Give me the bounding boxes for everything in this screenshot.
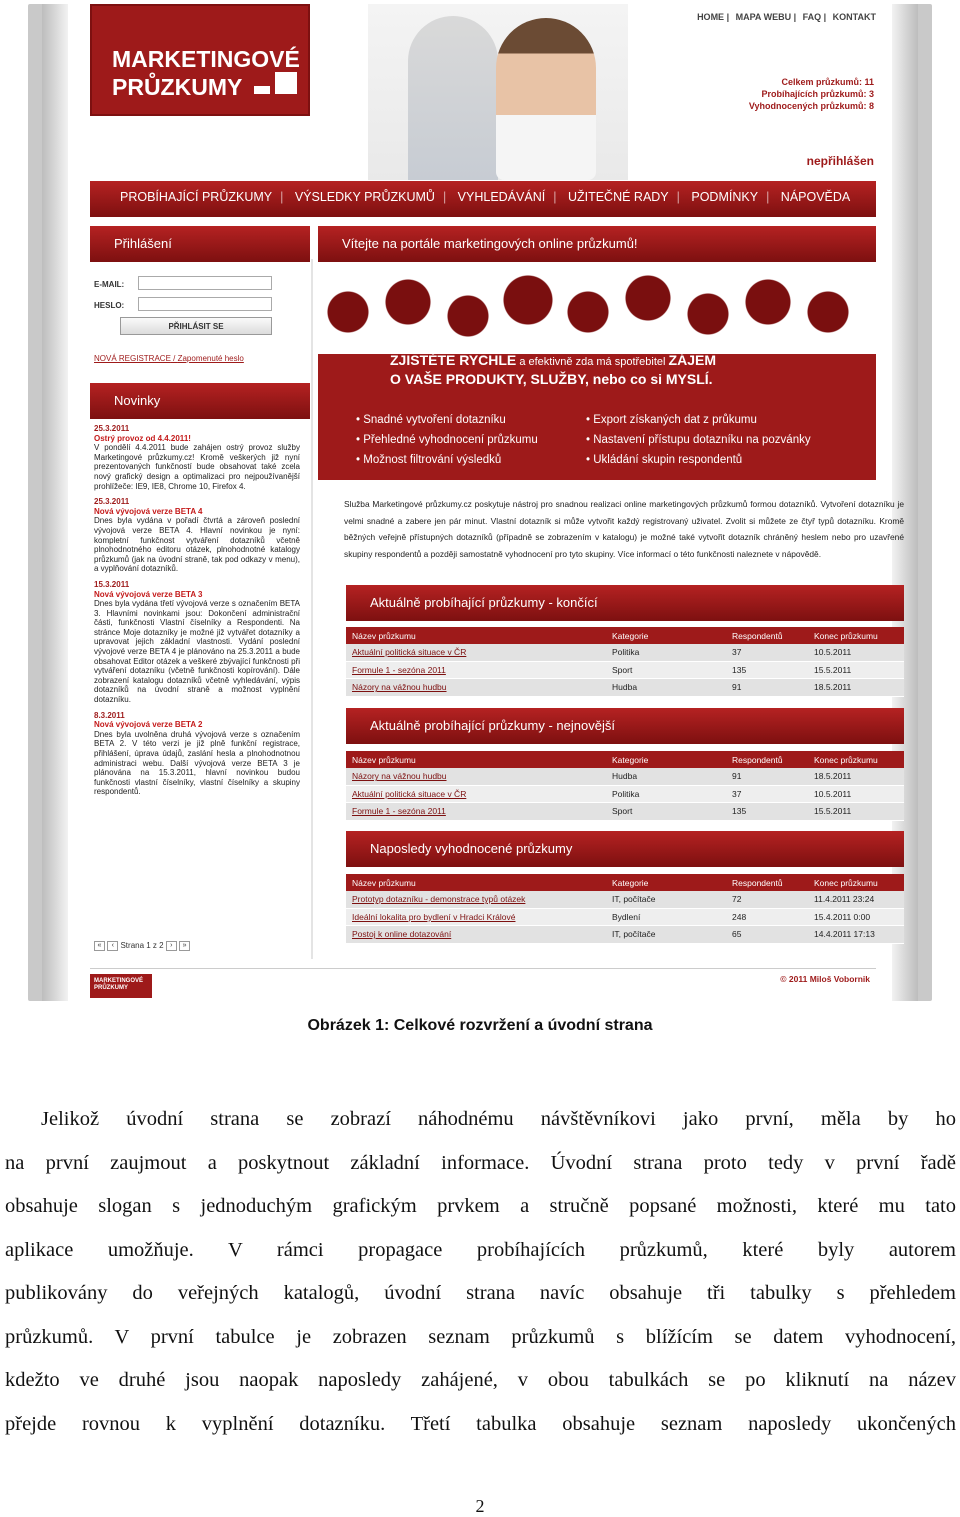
paragraph-line: přejde rovnou k vyplnění dotazníku. Třetí tabulka obsahuje seznam naposledy ukončených xyxy=(5,1412,956,1435)
table-row[interactable]: Prototyp dotazníku - demonstrace typů otázek IT, počítače 72 11.4.2011 23:24 xyxy=(346,891,904,909)
news-title: Nová vývojová verze BETA 3 xyxy=(94,589,203,599)
shadow-left xyxy=(42,4,68,1001)
paragraph-line: obsahuje slogan s jednoduchým grafickým prvkem a stručně popsané možnosti, které mu tato xyxy=(5,1195,956,1217)
nav-search[interactable]: VYHLEDÁVÁNÍ xyxy=(457,190,546,204)
figure-caption: Obrázek 1: Celkové rozvržení a úvodní strana xyxy=(307,1017,653,1034)
top-nav-home[interactable]: HOME xyxy=(697,12,725,22)
intro-text: Služba Marketingové průzkumy.cz poskytuje nástroj pro snadnou realizaci online marketingových průzkumů formou dotazníků. Vytvoření dotazníku je velmi snadné a zabere jen pár minut. Vlastní dotazník si může vytvořit každý registrovaný uživatel. Zvolit si můžete ze čtyř typů dotazníku. Kromě běžných veřejně přístupných dotazníků (případně se zobrazením v katalogu) je možné také vytvořit dotazník chráněný heslem nebo pro uzavřené skupiny respondentů a později samostatně vyhodnocení pro tyto skupiny. Více informací o této funkčnosti naleznete v nápovědě. xyxy=(344,499,904,559)
pager-label: Strana 1 z 2 xyxy=(120,941,164,951)
feature-item: • Možnost filtrování výsledků xyxy=(356,454,502,466)
paragraph-line: kdežto ve druhé jsou naopak naposledy zahájené, v obou tabulkách se po kliknutí na název xyxy=(5,1369,956,1391)
news-item xyxy=(94,580,300,705)
forgot-password-link[interactable]: Zapomenuté heslo xyxy=(177,354,244,363)
table-row[interactable]: Formule 1 - sezóna 2011 Sport 135 15.5.2011 xyxy=(346,662,904,680)
body-paragraph xyxy=(5,1098,956,1446)
paragraph-line: na první zaujmout a poskytnout základní informace. Úvodní strana proto tedy v první řadě xyxy=(5,1151,956,1174)
password-field[interactable] xyxy=(138,297,272,311)
table-header: Název průzkumu Kategorie Respondentů Konec průzkumu xyxy=(346,627,904,644)
newest-surveys-table xyxy=(346,751,904,821)
top-nav-sitemap[interactable]: MAPA WEBU xyxy=(735,12,792,22)
features-left xyxy=(356,410,538,470)
news-text: V pondělí 4.4.2011 bude zahájen ostrý provoz služby Marketingové průzkumy.cz! Kromě veškerých již nyní prezentovaných funkčností bude obsahovat také zcela nový grafický design a optimalizaci pro nejpoužívanější prohlížeče: IE9, IE8, Chrome 10, Firefox 4. xyxy=(94,443,300,491)
news-heading: Novinky xyxy=(90,383,310,419)
table-header: Název průzkumu Kategorie Respondentů Konec průzkumu xyxy=(346,874,904,891)
news-item xyxy=(94,497,300,574)
stat-total: Celkem průzkumů: 11 xyxy=(781,77,874,87)
main-nav: PROBÍHAJÍCÍ PRŮZKUMY | VÝSLEDKY PRŮZKUMŮ | VYHLEDÁVÁNÍ | UŽITEČNÉ RADY | PODMÍNKY | NÁPOVĚDA xyxy=(90,181,876,217)
slogan-banner xyxy=(318,272,876,480)
website-screenshot xyxy=(28,4,932,1001)
slogan-part3: ZÁJEM xyxy=(668,352,716,368)
news-item xyxy=(94,711,300,797)
logo-square-icon xyxy=(275,72,297,94)
welcome-heading: Vítejte na portále marketingových online průzkumů! xyxy=(318,226,876,262)
email-field[interactable] xyxy=(138,276,272,290)
table1-heading: Aktuálně probíhající průzkumy - končící xyxy=(346,585,904,621)
table3-heading: Naposledy vyhodnocené průzkumy xyxy=(346,831,904,867)
table-row[interactable]: Názory na vážnou hudbu Hudba 91 18.5.2011 xyxy=(346,768,904,786)
man-photo xyxy=(408,16,498,180)
feature-item: • Přehledné vyhodnocení průzkumu xyxy=(356,434,538,446)
survey-stats xyxy=(749,76,874,112)
page-number: 2 xyxy=(475,1496,485,1516)
slogan-part1: ZJISTĚTE RYCHLE xyxy=(390,352,517,368)
nav-results[interactable]: VÝSLEDKY PRŮZKUMŮ xyxy=(294,190,435,204)
news-text: Dnes byla uvolněna druhá vývojová verze s označením BETA 2. V této verzi je již plně funkční registrace, přihlášení, úprava údajů, zaslání hesla a plnohodnotnou administraci webu. Další vývojová verze BETA 3 je plánována na 15.3.2011, hlavní novinkou budou funkčnosti vlastní číselníky, vlastní číselníky a skupiny respondentů. xyxy=(94,729,300,797)
logo-bar-icon xyxy=(254,86,270,94)
login-button[interactable]: PŘIHLÁSIT SE xyxy=(120,317,272,335)
news-text: Dnes byla vydána třetí vývojová verze s označením BETA 3. Hlavními novinkami jsou: Dokončení administrační části, funkčnosti Vlastní číselníky a Respondenti. Na stránce Moje dotazníky je možné již vytvářet dotazníky a upravovat jejich základní vlastnosti. Vydání poslední vývojové verze BETA 4 je plánováno na 25.3.2011 a bude obsahovat Editor otázek a veškeré zbývající funkčnosti při vytváření dotazníku (včetně funkčnosti kopírování). Dále zobrazení katalogu dotazníků včetně vyhledávání, výpis dotazníků na úvodní straně a možnost vyplnění dotazníku. xyxy=(94,599,300,705)
crowd-silhouette xyxy=(318,272,876,354)
register-links: NOVÁ REGISTRACE / Zapomenuté heslo xyxy=(94,354,244,363)
prev-page-icon[interactable]: ‹ xyxy=(107,941,118,951)
news-title: Nová vývojová verze BETA 2 xyxy=(94,720,203,730)
table-row[interactable]: Aktuální politická situace v ČR Politika 37 10.5.2011 xyxy=(346,644,904,662)
stat-running: Probíhajících průzkumů: 3 xyxy=(761,89,874,99)
slogan-line2: O VAŠE PRODUKTY, SLUŽBY, nebo co si MYSLÍ. xyxy=(390,371,713,387)
password-label: HESLO: xyxy=(94,301,125,310)
footer-logo[interactable]: MARKETINGOVÉ PRŮZKUMY xyxy=(90,974,152,998)
website-page xyxy=(68,4,904,1001)
paragraph-line: Jelikož úvodní strana se zobrazí náhodnému návštěvníkovi jako první, měla by ho xyxy=(41,1108,956,1130)
woman-photo xyxy=(496,18,596,180)
news-item xyxy=(94,424,300,491)
user-status: nepřihlášen xyxy=(806,154,874,168)
features-right xyxy=(586,410,811,470)
top-nav-faq[interactable]: FAQ xyxy=(802,12,822,22)
paragraph-line: průzkumů. V první tabulce je zobrazen seznam průzkumů s blížícím se datem vyhodnocení, xyxy=(5,1325,956,1348)
nav-running[interactable]: PROBÍHAJÍCÍ PRŮZKUMY xyxy=(120,190,273,204)
site-logo[interactable] xyxy=(90,4,310,116)
next-page-icon[interactable]: › xyxy=(166,941,177,951)
feature-item: • Snadné vytvoření dotazníku xyxy=(356,414,506,426)
table-row[interactable]: Aktuální politická situace v ČR Politika 37 10.5.2011 xyxy=(346,786,904,804)
last-page-icon[interactable]: » xyxy=(179,941,190,951)
nav-help[interactable]: NÁPOVĚDA xyxy=(780,190,851,204)
register-link[interactable]: NOVÁ REGISTRACE xyxy=(94,354,171,363)
ending-surveys-table xyxy=(346,627,904,697)
logo-line1: MARKETINGOVÉ xyxy=(112,46,300,72)
paragraph-line: aplikace umožňuje. V rámci propagace probíhajících průzkumů, které byly autorem xyxy=(5,1238,956,1261)
news-pager xyxy=(94,941,190,951)
table-header: Název průzkumu Kategorie Respondentů Konec průzkumu xyxy=(346,751,904,768)
email-label: E-MAIL: xyxy=(94,280,125,289)
top-nav-contact[interactable]: KONTAKT xyxy=(832,12,876,22)
table-row[interactable]: Názory na vážnou hudbu Hudba 91 18.5.2011 xyxy=(346,679,904,697)
news-list xyxy=(94,424,300,797)
top-nav: HOME | MAPA WEBU | FAQ | KONTAKT xyxy=(697,12,876,22)
news-title: Ostrý provoz od 4.4.2011! xyxy=(94,433,191,443)
news-date: 8.3.2011 xyxy=(94,710,125,720)
news-title: Nová vývojová verze BETA 4 xyxy=(94,506,203,516)
nav-tips[interactable]: UŽITEČNÉ RADY xyxy=(567,190,669,204)
stat-evaluated: Vyhodnocených průzkumů: 8 xyxy=(748,101,874,111)
news-date: 25.3.2011 xyxy=(94,497,130,507)
first-page-icon[interactable]: « xyxy=(94,941,105,951)
copyright: © 2011 Miloš Vobornik xyxy=(780,974,870,984)
table-row[interactable]: Ideální lokalita pro bydlení v Hradci Králové Bydlení 248 15.4.2011 0:00 xyxy=(346,909,904,927)
paragraph-line: publikovány do veřejných katalogů, úvodní strana navíc obsahuje tři tabulky s přehledem xyxy=(5,1282,956,1304)
news-date: 25.3.2011 xyxy=(94,424,130,433)
slogan-part2: a efektivně zda má spotřebitel xyxy=(516,356,669,368)
table-row[interactable]: Formule 1 - sezóna 2011 Sport 135 15.5.2011 xyxy=(346,803,904,821)
news-date: 15.3.2011 xyxy=(94,579,130,589)
feature-item: • Export získaných dat z průkumu xyxy=(586,414,757,426)
column-divider xyxy=(311,259,313,959)
table-row[interactable]: Postoj k online dotazování IT, počítače 65 14.4.2011 17:13 xyxy=(346,926,904,944)
evaluated-surveys-table xyxy=(346,874,904,944)
slogan-text xyxy=(390,352,716,388)
news-text: Dnes byla vydána v pořadí čtvrtá a zároveň poslední vývojová verze BETA 4. Hlavní novinkou je nyní: kompletní funkčnost vytváření dotazníků včetně plnohodnotného editoru otázek, plnohodnotné katalogy průzkumů (jak na úvodní straně, tak pod odkazy v menu), a vyplňování dotazníků. xyxy=(94,516,300,574)
logo-line2: PRŮZKUMY xyxy=(112,74,243,100)
table2-heading: Aktuálně probíhající průzkumy - nejnovější xyxy=(346,708,904,744)
hero-photo xyxy=(368,4,628,180)
footer-divider xyxy=(90,968,876,969)
feature-item: • Ukládání skupin respondentů xyxy=(586,454,743,466)
feature-item: • Nastavení přístupu dotazníku na pozvánky xyxy=(586,434,811,446)
login-heading: Přihlášení xyxy=(90,226,310,262)
nav-terms[interactable]: PODMÍNKY xyxy=(691,190,759,204)
